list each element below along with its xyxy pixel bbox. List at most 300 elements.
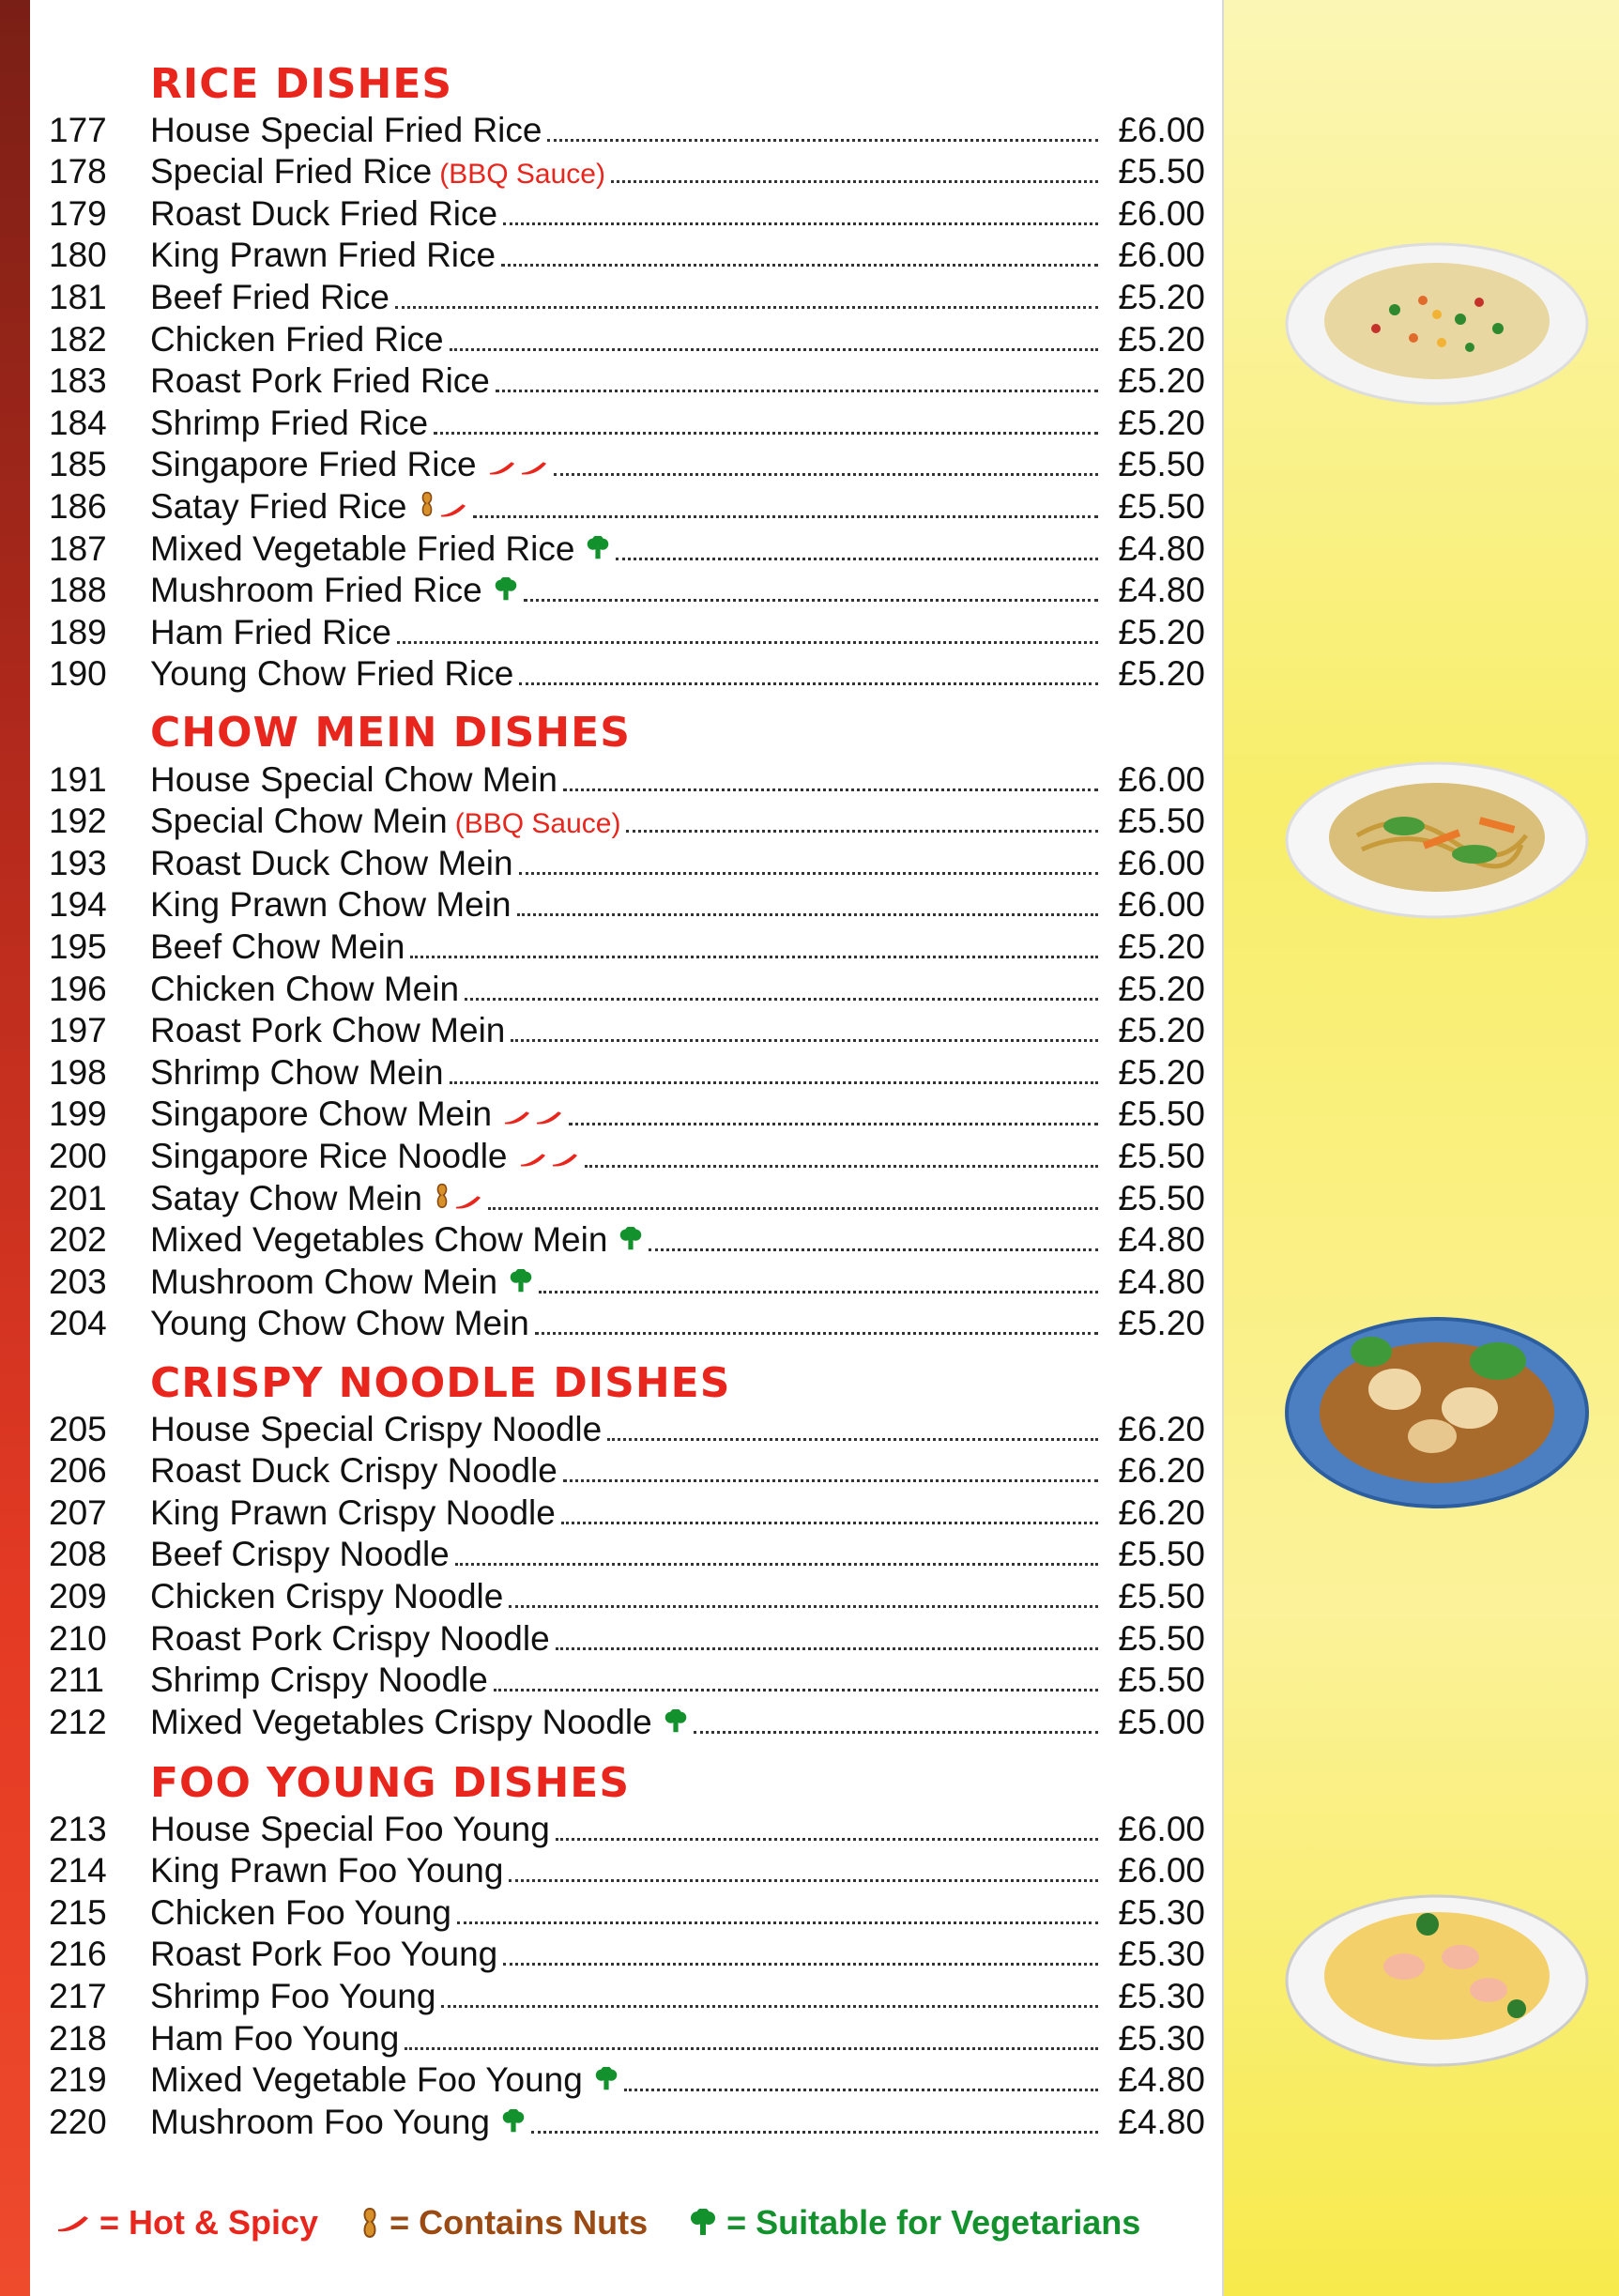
menu-item	[49, 1137, 1205, 1179]
item-name-wrap	[150, 1052, 444, 1095]
item-price: £4.80	[1118, 2102, 1205, 2141]
item-price: £6.20	[1118, 1409, 1205, 1448]
dot-leader	[649, 1248, 1098, 1251]
chili-icon	[535, 1096, 563, 1131]
menu-item	[49, 362, 1205, 405]
menu-item	[49, 970, 1205, 1012]
item-name: King Prawn Chow Mein	[150, 885, 512, 925]
item-number: 192	[49, 802, 107, 841]
peanut-icon	[434, 1181, 451, 1216]
item-name-wrap	[150, 926, 405, 970]
item-name-wrap	[150, 1264, 533, 1305]
dot-leader	[496, 390, 1098, 392]
item-price: £6.00	[1118, 1851, 1205, 1890]
item-price: £5.30	[1118, 1976, 1205, 2015]
item-number: 203	[49, 1262, 107, 1301]
item-number: 200	[49, 1136, 107, 1175]
menu-item	[49, 2019, 1205, 2061]
broccoli-icon	[586, 531, 610, 566]
dot-leader	[554, 473, 1098, 476]
item-price: £4.80	[1118, 1220, 1205, 1260]
item-price: £5.20	[1118, 319, 1205, 359]
dot-leader	[626, 830, 1098, 833]
menu-item	[49, 237, 1205, 279]
chili-icon	[503, 1096, 531, 1131]
section-title-chow-mein: CHOW MEIN DISHES	[150, 709, 631, 757]
broccoli-icon	[501, 2105, 526, 2139]
item-name-wrap	[150, 969, 460, 1012]
item-number: 180	[49, 236, 107, 275]
legend-nuts	[359, 2203, 648, 2242]
menu-list-rice	[49, 111, 1205, 696]
item-price: £6.00	[1118, 759, 1205, 799]
item-name-wrap	[150, 1178, 482, 1221]
dot-leader	[473, 515, 1099, 518]
item-name: Beef Fried Rice	[150, 277, 389, 316]
menu-item	[49, 529, 1205, 572]
legend-hot-text: = Hot & Spicy	[99, 2203, 319, 2242]
dot-leader	[517, 913, 1098, 916]
dot-leader	[397, 641, 1098, 644]
menu-item	[49, 320, 1205, 362]
item-number: 197	[49, 1011, 107, 1050]
item-name-wrap	[150, 277, 389, 320]
broccoli-icon	[509, 1264, 533, 1299]
item-price: £6.00	[1118, 843, 1205, 882]
dot-leader	[509, 1605, 1098, 1608]
item-name: Beef Crispy Noodle	[150, 1535, 450, 1574]
item-name: Chicken Chow Mein	[150, 969, 460, 1008]
item-name-wrap	[150, 759, 557, 803]
dot-leader	[455, 1563, 1098, 1566]
legend-hot	[56, 2203, 318, 2242]
item-name: Mushroom Chow Mein	[150, 1262, 498, 1301]
item-price: £5.20	[1118, 277, 1205, 316]
broccoli-icon	[594, 2062, 619, 2097]
menu-item	[49, 1410, 1205, 1452]
dot-leader	[511, 1039, 1098, 1042]
item-number: 214	[49, 1851, 107, 1890]
item-number: 210	[49, 1618, 107, 1658]
item-name-wrap	[150, 1618, 550, 1661]
item-price: £6.20	[1118, 1492, 1205, 1532]
item-price: £5.20	[1118, 361, 1205, 401]
item-price: £5.20	[1118, 612, 1205, 651]
broccoli-icon	[619, 1222, 643, 1257]
item-name: Roast Pork Chow Mein	[150, 1011, 506, 1050]
item-name: House Special Chow Mein	[150, 759, 557, 799]
item-number: 199	[49, 1094, 107, 1134]
item-name: Mixed Vegetables Chow Mein	[150, 1220, 608, 1260]
broccoli-icon	[664, 1705, 688, 1739]
item-price: £6.00	[1118, 236, 1205, 275]
item-name: Roast Duck Chow Mein	[150, 843, 513, 882]
item-price: £5.20	[1118, 654, 1205, 694]
item-price: £4.80	[1118, 1262, 1205, 1301]
dot-leader	[694, 1731, 1098, 1734]
chili-icon	[519, 1139, 547, 1173]
item-name-wrap	[150, 1306, 529, 1346]
item-name: Roast Pork Crispy Noodle	[150, 1618, 550, 1658]
item-name: Young Chow Chow Mein	[150, 1304, 529, 1343]
dot-leader	[556, 1647, 1098, 1650]
item-name: Singapore Chow Mein	[150, 1094, 493, 1134]
item-number: 217	[49, 1976, 107, 2015]
item-name-wrap	[150, 1576, 504, 1619]
menu-item	[49, 1493, 1205, 1536]
item-number: 193	[49, 843, 107, 882]
item-number: 207	[49, 1492, 107, 1532]
item-number: 179	[49, 193, 107, 233]
item-name: Shrimp Foo Young	[150, 1976, 436, 2015]
item-number: 187	[49, 528, 107, 568]
menu-item	[49, 111, 1205, 153]
menu-item	[49, 1810, 1205, 1852]
menu-item	[49, 1703, 1205, 1745]
photo-panel	[1224, 0, 1619, 2296]
item-number: 215	[49, 1892, 107, 1932]
item-name: House Special Foo Young	[150, 1809, 550, 1848]
item-name: Singapore Rice Noodle	[150, 1136, 508, 1175]
menu-item	[49, 2103, 1205, 2145]
item-number: 183	[49, 361, 107, 401]
item-name-wrap	[150, 1492, 556, 1536]
item-name-wrap	[150, 447, 548, 487]
section-title-rice: RICE DISHES	[150, 60, 453, 108]
dot-leader	[531, 2131, 1098, 2134]
item-number: 201	[49, 1178, 107, 1217]
item-name: Mixed Vegetable Fried Rice	[150, 528, 575, 568]
menu-item	[49, 886, 1205, 928]
item-number: 189	[49, 612, 107, 651]
fried-rice-photo	[1282, 235, 1592, 413]
menu-item	[49, 487, 1205, 529]
item-name-wrap	[150, 1222, 643, 1263]
item-price: £5.50	[1118, 1094, 1205, 1134]
peanut-icon	[419, 489, 435, 524]
menu-item	[49, 194, 1205, 237]
menu-item	[49, 760, 1205, 803]
item-number: 208	[49, 1535, 107, 1574]
item-price: £5.50	[1118, 802, 1205, 841]
item-name-wrap	[150, 363, 490, 404]
item-name-wrap	[150, 1409, 603, 1452]
dot-leader	[410, 956, 1098, 958]
dot-leader	[450, 348, 1098, 351]
item-number: 202	[49, 1220, 107, 1260]
item-price: £6.00	[1118, 1809, 1205, 1848]
menu-item	[49, 613, 1205, 655]
item-number: 218	[49, 2018, 107, 2058]
item-number: 211	[49, 1661, 104, 1700]
item-price: £6.00	[1118, 110, 1205, 149]
item-number: 196	[49, 969, 107, 1008]
item-number: 191	[49, 759, 107, 799]
item-name-wrap	[150, 2062, 619, 2103]
item-price: £5.50	[1118, 486, 1205, 526]
menu-item	[49, 1936, 1205, 1978]
item-name: Chicken Fried Rice	[150, 319, 444, 359]
dot-leader	[450, 1081, 1098, 1084]
dot-leader	[509, 1879, 1098, 1882]
peanut-icon	[359, 2207, 380, 2239]
item-price: £6.20	[1118, 1451, 1205, 1491]
dot-leader	[616, 558, 1098, 560]
item-name-wrap	[150, 1537, 450, 1577]
item-name-wrap	[150, 1136, 579, 1179]
legend-veg-text: = Suitable for Vegetarians	[726, 2203, 1141, 2242]
item-name-wrap	[150, 887, 512, 927]
dot-leader	[503, 222, 1098, 225]
menu-item	[49, 844, 1205, 886]
item-name: King Prawn Foo Young	[150, 1851, 504, 1890]
chili-icon	[551, 1139, 579, 1173]
item-price: £5.20	[1118, 926, 1205, 966]
item-name-wrap	[150, 486, 467, 529]
item-name-wrap	[150, 528, 610, 572]
dot-leader	[519, 872, 1098, 875]
item-number: 186	[49, 486, 107, 526]
item-name: Shrimp Fried Rice	[150, 403, 429, 442]
item-number: 204	[49, 1304, 107, 1343]
item-price: £4.80	[1118, 528, 1205, 568]
item-number: 181	[49, 277, 107, 316]
item-number: 206	[49, 1451, 107, 1491]
item-name: Satay Fried Rice	[150, 486, 407, 526]
menu-item	[49, 1305, 1205, 1347]
dot-leader	[519, 682, 1098, 685]
chow-mein-photo	[1282, 751, 1592, 929]
dot-leader	[441, 2005, 1098, 2008]
item-name-wrap	[150, 237, 496, 278]
menu-item	[49, 1012, 1205, 1054]
dot-leader	[556, 1838, 1098, 1841]
item-name: Young Chow Fried Rice	[150, 654, 514, 694]
item-name: Shrimp Crispy Noodle	[150, 1661, 488, 1700]
item-name: King Prawn Fried Rice	[150, 236, 496, 275]
item-number: 194	[49, 885, 107, 925]
item-name-wrap	[150, 1453, 557, 1493]
item-name: Chicken Foo Young	[150, 1892, 451, 1932]
dot-leader	[563, 1479, 1098, 1482]
dot-leader	[547, 139, 1098, 142]
legend-veg	[689, 2203, 1140, 2242]
menu-item	[49, 1179, 1205, 1221]
item-number: 213	[49, 1809, 107, 1848]
dot-leader	[624, 2089, 1098, 2091]
item-name: Roast Duck Crispy Noodle	[150, 1451, 557, 1491]
chili-icon	[56, 2212, 90, 2233]
item-price: £6.00	[1118, 193, 1205, 233]
broccoli-icon	[494, 573, 518, 607]
section-title-foo-young: FOO YOUNG DISHES	[150, 1759, 631, 1807]
item-name: Roast Pork Fried Rice	[150, 361, 490, 401]
item-number: 177	[49, 110, 107, 149]
item-name: Mushroom Foo Young	[150, 2102, 491, 2141]
item-number: 185	[49, 445, 107, 484]
item-name-wrap	[150, 193, 498, 237]
item-name: Mixed Vegetable Foo Young	[150, 2060, 583, 2100]
menu-item	[49, 1053, 1205, 1095]
chili-icon	[520, 447, 548, 482]
item-number: 220	[49, 2102, 107, 2141]
menu-list-foo-young	[49, 1810, 1205, 2145]
item-name: Shrimp Chow Mein	[150, 1052, 444, 1092]
dot-leader	[585, 1165, 1098, 1168]
menu-item	[49, 2061, 1205, 2104]
menu-item	[49, 446, 1205, 488]
item-name-wrap	[150, 804, 620, 844]
chili-icon	[439, 489, 467, 524]
item-name-wrap	[150, 573, 518, 613]
item-name-wrap	[150, 154, 605, 194]
item-price: £5.50	[1118, 1136, 1205, 1175]
item-price: £5.30	[1118, 2018, 1205, 2058]
menu-item	[49, 1095, 1205, 1138]
dot-leader	[561, 1522, 1098, 1524]
item-name: Mixed Vegetables Crispy Noodle	[150, 1702, 652, 1741]
item-price: £5.20	[1118, 1011, 1205, 1050]
item-name-wrap	[150, 843, 513, 886]
item-price: £5.30	[1118, 1935, 1205, 1974]
menu-item	[49, 1577, 1205, 1619]
menu-item	[49, 278, 1205, 320]
dot-leader	[611, 180, 1098, 183]
legend-nuts-text: = Contains Nuts	[389, 2203, 649, 2242]
item-name-wrap	[150, 2018, 400, 2061]
item-price: £5.50	[1118, 1178, 1205, 1217]
chili-icon	[488, 447, 516, 482]
item-number: 198	[49, 1052, 107, 1092]
item-name: Beef Chow Mein	[150, 926, 405, 966]
item-price: £5.50	[1118, 1535, 1205, 1574]
item-name-wrap	[150, 1096, 563, 1137]
item-name-wrap	[150, 1892, 451, 1936]
menu-item	[49, 1619, 1205, 1661]
item-name: Ham Fried Rice	[150, 612, 391, 651]
item-name: House Special Crispy Noodle	[150, 1409, 603, 1448]
menu-item	[49, 1852, 1205, 1894]
item-price: £5.30	[1118, 1892, 1205, 1932]
item-price: £5.20	[1118, 403, 1205, 442]
dot-leader	[395, 306, 1098, 309]
item-name: Special Chow Mein	[150, 802, 448, 841]
item-number: 216	[49, 1935, 107, 1974]
section-title-crispy-noodle: CRISPY NOODLE DISHES	[150, 1359, 731, 1407]
item-price: £5.20	[1118, 1052, 1205, 1092]
item-name-wrap	[150, 1936, 497, 1977]
item-price: £6.00	[1118, 885, 1205, 925]
item-name: Mushroom Fried Rice	[150, 571, 482, 610]
item-number: 195	[49, 926, 107, 966]
menu-item	[49, 1263, 1205, 1305]
item-number: 182	[49, 319, 107, 359]
dot-leader	[457, 1921, 1098, 1924]
dot-leader	[563, 788, 1098, 791]
item-note: (BBQ Sauce)	[439, 159, 605, 191]
dot-leader	[539, 1291, 1098, 1293]
dot-leader	[569, 1123, 1098, 1125]
legend	[56, 2195, 1213, 2251]
item-number: 184	[49, 403, 107, 442]
item-name-wrap	[150, 1809, 550, 1852]
item-name-wrap	[150, 319, 444, 362]
dot-leader	[607, 1438, 1098, 1441]
left-decorative-strip	[0, 0, 30, 2296]
item-name: Singapore Fried Rice	[150, 445, 477, 484]
item-name: Special Fried Rice	[150, 152, 433, 191]
menu-item	[49, 1893, 1205, 1936]
item-name: Roast Duck Fried Rice	[150, 193, 498, 233]
dot-leader	[494, 1689, 1098, 1691]
dot-leader	[434, 432, 1098, 435]
dot-leader	[488, 1207, 1098, 1210]
menu-item	[49, 404, 1205, 446]
dot-leader	[524, 599, 1098, 602]
item-name: Chicken Crispy Noodle	[150, 1576, 504, 1615]
item-number: 190	[49, 654, 107, 694]
item-name-wrap	[150, 1853, 503, 1893]
item-name-wrap	[150, 1702, 688, 1745]
dot-leader	[405, 2047, 1098, 2050]
item-price: £4.80	[1118, 2060, 1205, 2100]
item-price: £5.20	[1118, 1304, 1205, 1343]
item-number: 188	[49, 571, 107, 610]
crispy-noodle-photo	[1282, 1295, 1592, 1521]
item-name-wrap	[150, 1976, 436, 2019]
menu-item	[49, 1661, 1205, 1704]
item-price: £5.50	[1118, 1576, 1205, 1615]
dot-leader	[501, 264, 1098, 267]
menu-item	[49, 927, 1205, 970]
item-price: £4.80	[1118, 571, 1205, 610]
item-price: £5.50	[1118, 445, 1205, 484]
menu-item	[49, 803, 1205, 845]
dot-leader	[535, 1332, 1098, 1335]
item-name-wrap	[150, 1662, 488, 1703]
item-name: King Prawn Crispy Noodle	[150, 1492, 556, 1532]
item-name-wrap	[150, 403, 429, 446]
item-number: 212	[49, 1702, 107, 1741]
menu-item	[49, 1536, 1205, 1578]
item-name-wrap	[150, 1013, 505, 1053]
item-price: £5.00	[1118, 1702, 1205, 1741]
chili-icon	[454, 1181, 482, 1216]
menu-item	[49, 1452, 1205, 1494]
item-price: £5.20	[1118, 969, 1205, 1008]
item-name-wrap	[150, 110, 542, 153]
item-name: House Special Fried Rice	[150, 110, 542, 149]
item-price: £5.50	[1118, 1618, 1205, 1658]
item-note: (BBQ Sauce)	[454, 808, 621, 840]
item-name-wrap	[150, 2102, 526, 2145]
item-price: £5.50	[1118, 1661, 1205, 1700]
item-name: Satay Chow Mein	[150, 1178, 422, 1217]
dot-leader	[503, 1963, 1098, 1966]
item-name-wrap	[150, 656, 513, 696]
item-name: Roast Pork Foo Young	[150, 1935, 498, 1974]
broccoli-icon	[689, 2209, 717, 2237]
menu-item	[49, 1221, 1205, 1263]
menu-item	[49, 1977, 1205, 2019]
item-name-wrap	[150, 612, 391, 655]
item-number: 205	[49, 1409, 107, 1448]
dot-leader	[465, 998, 1098, 1001]
foo-young-photo	[1282, 1868, 1592, 2074]
item-price: £5.50	[1118, 152, 1205, 191]
menu-item	[49, 153, 1205, 195]
menu-list-chow-mein	[49, 760, 1205, 1346]
